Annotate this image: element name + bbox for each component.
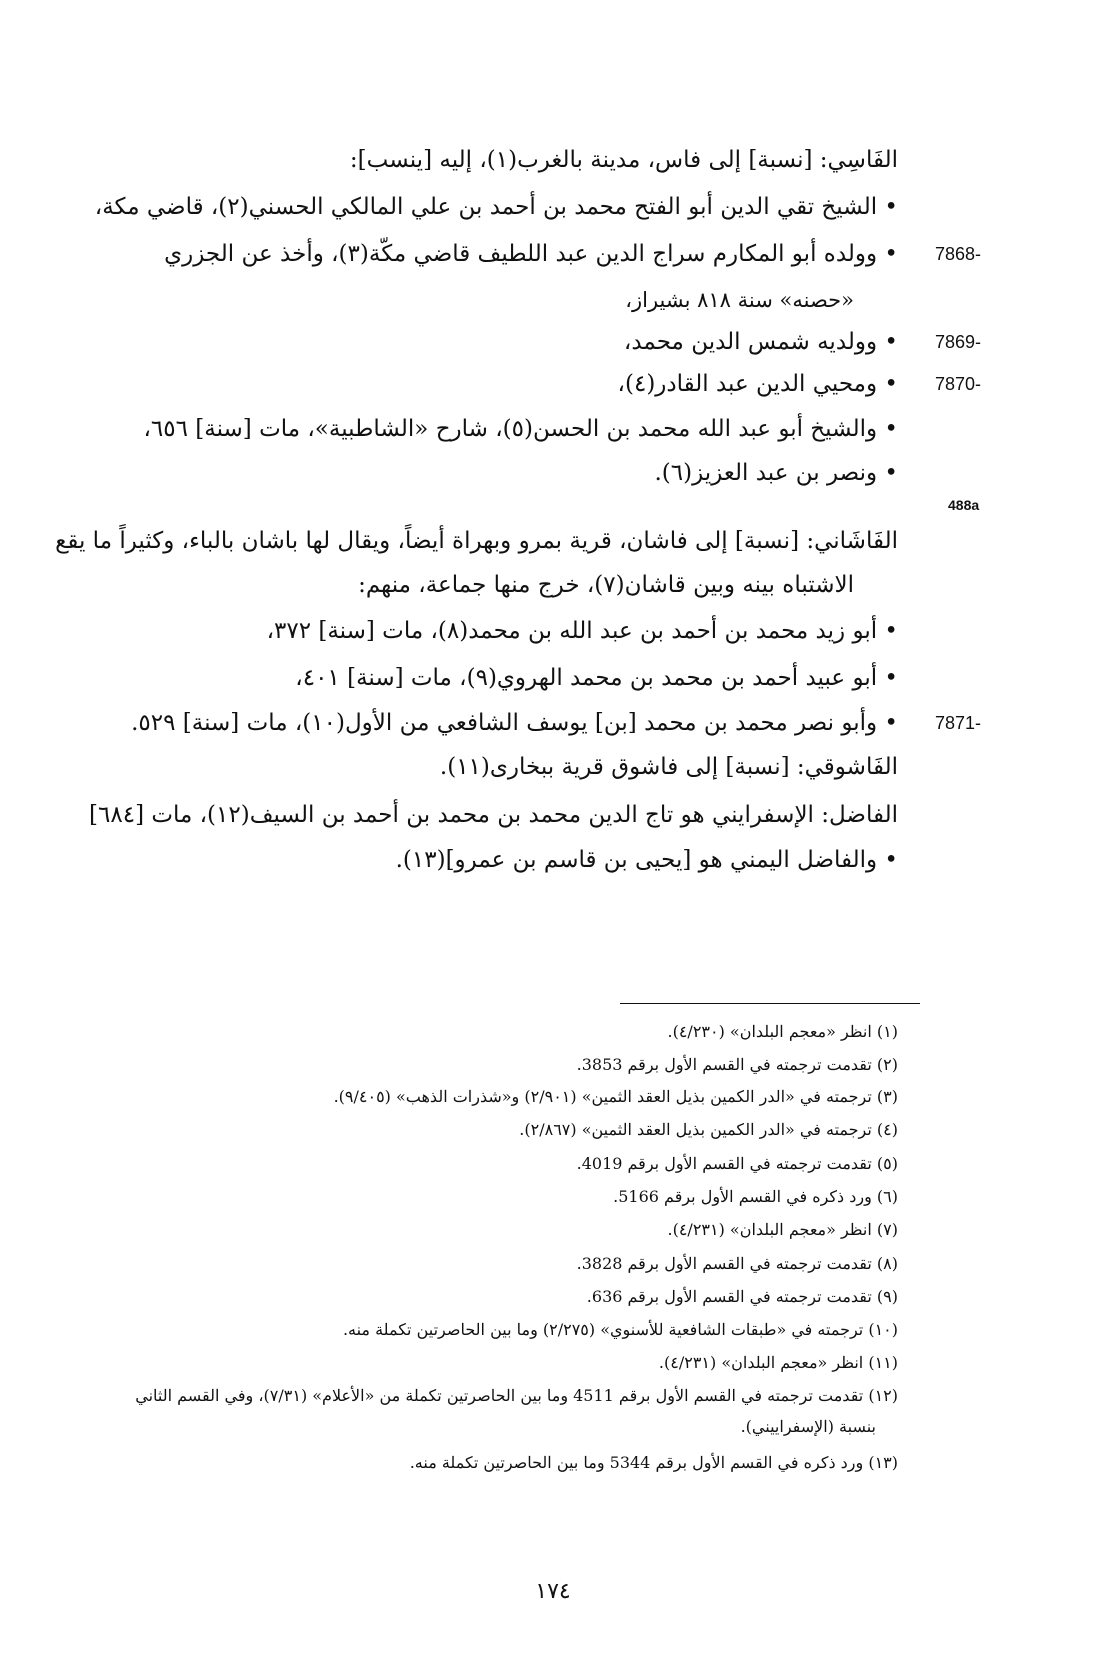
entry-heading-alfadil: الفاضل: الإسفرايني هو تاج الدين محمد بن محمد بن أحمد بن السيف(١٢)، مات [٦٨٤] <box>89 802 898 828</box>
footnote: (١٠) ترجمته في «طبقات الشافعية للأسنوي» (٢/٢٧٥) وما بين الحاصرتين تكملة منه. <box>342 1320 898 1339</box>
footnote-continuation: بنسبة (الإسفراييني). <box>740 1417 876 1436</box>
list-item: • ومحيي الدين عبد القادر(٤)، <box>617 371 898 397</box>
list-item: • وأبو نصر محمد بن محمد [بن] يوسف الشافعي من الأول(١٠)، مات [سنة] ٥٢٩. <box>131 710 898 736</box>
list-item-continuation: «حصنه» سنة ٨١٨ بشيراز، <box>625 288 854 312</box>
list-item: • وولده أبو المكارم سراج الدين عبد اللطيف قاضي مكّة(٣)، وأخذ عن الجزري <box>164 241 898 267</box>
footnote-separator <box>620 1003 920 1004</box>
list-item: • والفاضل اليمني هو [يحيى بن قاسم بن عمرو](١٣). <box>395 847 898 873</box>
manuscript-folio-mark: 488a <box>948 497 980 513</box>
list-item: • الشيخ تقي الدين أبو الفتح محمد بن أحمد بن علي المالكي الحسني(٢)، قاضي مكة، <box>94 194 898 220</box>
list-item: • أبو عبيد أحمد بن محمد بن محمد الهروي(٩)، مات [سنة] ٤٠١، <box>295 665 898 691</box>
entry-number: 7868- <box>935 244 982 264</box>
list-item: • أبو زيد محمد بن أحمد بن عبد الله بن محمد(٨)، مات [سنة] ٣٧٢، <box>266 618 898 644</box>
entry-continuation: الاشتباه بينه وبين قاشان(٧)، خرج منها جماعة، منهم: <box>358 572 854 598</box>
footnote: (١١) انظر «معجم البلدان» (٤/٢٣١). <box>658 1353 898 1372</box>
footnote: (١٢) تقدمت ترجمته في القسم الأول برقم 4511 وما بين الحاصرتين تكملة من «الأعلام» (٧/٣١)، وفي القسم الثاني <box>135 1386 898 1405</box>
entry-heading-alfasi: الفَاسِي: [نسبة] إلى فاس، مدينة بالغرب(١)، إليه [ينسب]: <box>349 147 898 173</box>
entry-number: 7871- <box>935 713 982 733</box>
entry-heading-alfashuqi: الفَاشوقي: [نسبة] إلى فاشوق قرية ببخارى(١١). <box>439 754 898 780</box>
footnote: (٨) تقدمت ترجمته في القسم الأول برقم 3828. <box>576 1254 898 1273</box>
footnote: (١٣) ورد ذكره في القسم الأول برقم 5344 وما بين الحاصرتين تكملة منه. <box>409 1453 898 1472</box>
entry-number: 7869- <box>935 332 982 352</box>
footnote: (٦) ورد ذكره في القسم الأول برقم 5166. <box>613 1187 898 1206</box>
footnote: (٢) تقدمت ترجمته في القسم الأول برقم 3853. <box>576 1055 898 1074</box>
list-item: • وولديه شمس الدين محمد، <box>623 329 898 355</box>
footnote: (٤) ترجمته في «الدر الكمين بذيل العقد الثمين» (٢/٨٦٧). <box>519 1120 898 1139</box>
footnote: (٣) ترجمته في «الدر الكمين بذيل العقد الثمين» (٢/٩٠١) و«شذرات الذهب» (٩/٤٠٥). <box>333 1087 898 1106</box>
entry-number: 7870- <box>935 374 982 394</box>
list-item: • والشيخ أبو عبد الله محمد بن الحسن(٥)، شارح «الشاطبية»، مات [سنة] ٦٥٦، <box>143 416 898 442</box>
footnote: (٩) تقدمت ترجمته في القسم الأول برقم 636. <box>586 1287 898 1306</box>
page-number-text: ١٧٤ <box>535 1579 571 1604</box>
entry-heading-alfashani: الفَاشَاني: [نسبة] إلى فاشان، قرية بمرو وبهراة أيضاً، ويقال لها باشان بالباء، وكثيراً ما يقع <box>55 528 898 554</box>
list-item: • ونصر بن عبد العزيز(٦). <box>654 460 898 486</box>
footnote: (٥) تقدمت ترجمته في القسم الأول برقم 4019. <box>576 1154 898 1173</box>
page-number <box>500 1579 606 1604</box>
footnote: (١) انظر «معجم البلدان» (٤/٢٣٠). <box>667 1022 898 1041</box>
footnote: (٧) انظر «معجم البلدان» (٤/٢٣١). <box>667 1220 898 1239</box>
